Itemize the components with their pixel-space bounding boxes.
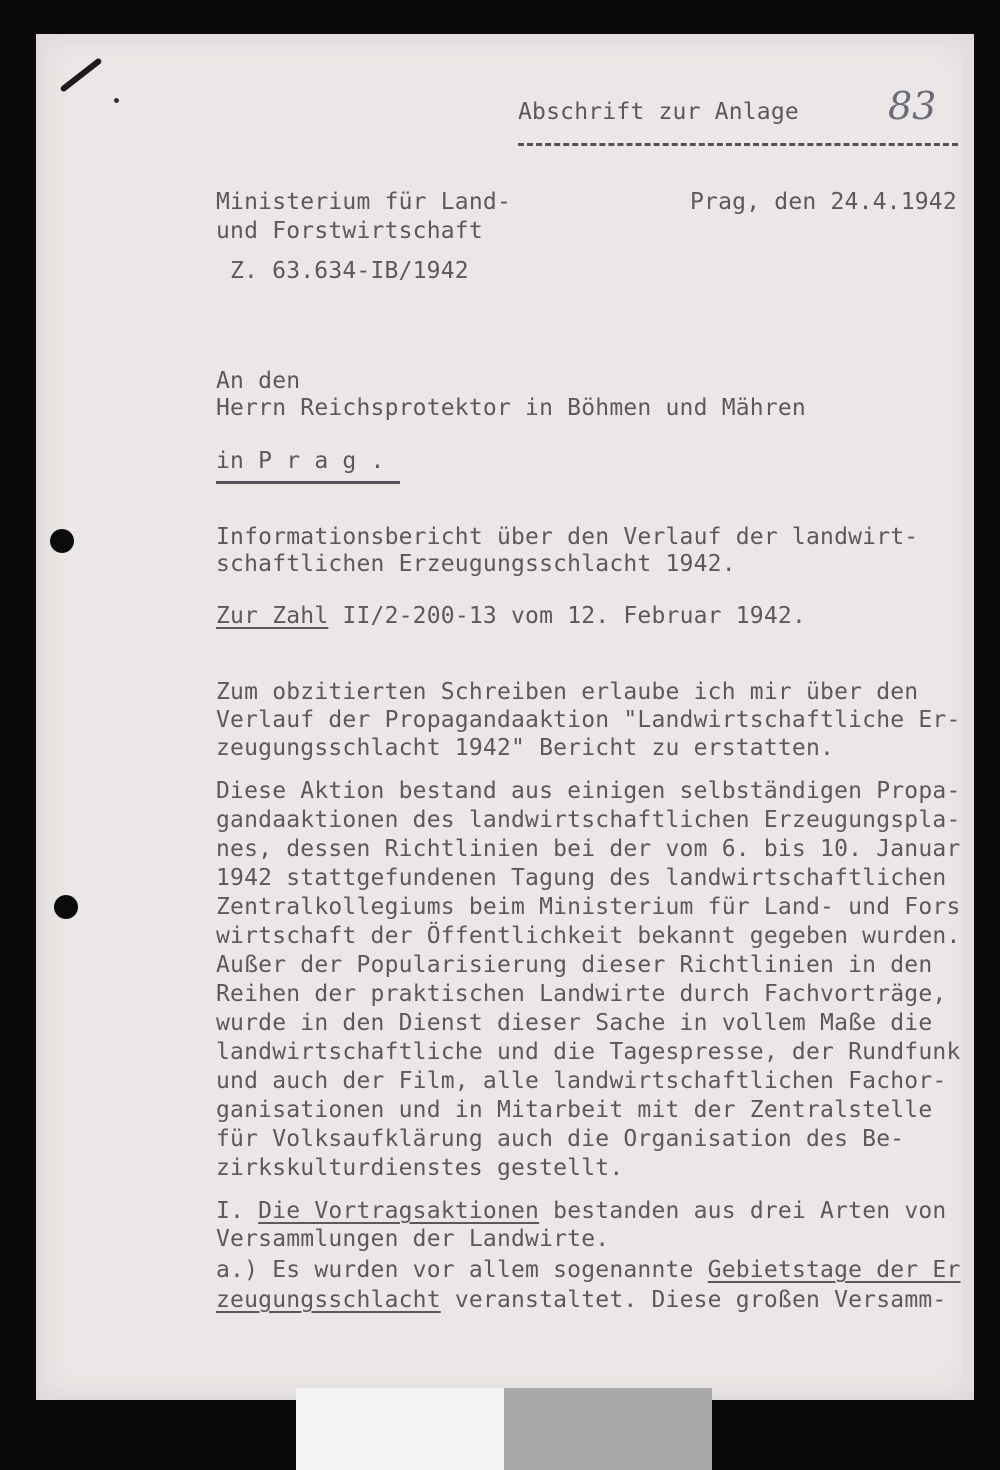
item-a-underlined-continued: zeugungsschlacht <box>216 1287 441 1313</box>
reference-line <box>216 602 806 630</box>
reference-number: Z. 63.634-IB/1942 <box>230 258 469 284</box>
paragraph2-line-10: landwirtschaftliche und die Tagespresse, der Rundfunk <box>216 1039 961 1065</box>
paragraph2-line-1: Diese Aktion bestand aus einigen selbständigen Propa- <box>216 778 961 804</box>
paragraph2-line-6: wirtschaft der Öffentlichkeit bekannt gegeben wurden. <box>216 923 961 949</box>
sender-line-1: Ministerium für Land- <box>216 189 511 215</box>
paragraph2-line-2: gandaaktionen des landwirtschaftlichen Erzeugungspla- <box>216 807 961 833</box>
calibration-gray-patch <box>504 1388 712 1470</box>
place-date: Prag, den 24.4.1942 <box>690 189 957 215</box>
item-a-prefix: a.) Es wurden vor allem sogenannte <box>216 1257 708 1283</box>
recipient-city: in P r a g . <box>216 448 385 474</box>
sender-line-2: und Forstwirtschaft <box>216 218 483 244</box>
section1-number: I. <box>216 1198 259 1224</box>
staple-hole <box>114 98 119 103</box>
section1-line-2: Versammlungen der Landwirte. <box>216 1226 610 1252</box>
paper-edge <box>962 40 974 1390</box>
paragraph1-line-3: zeugungsschlacht 1942" Bericht zu erstatten. <box>216 735 835 761</box>
paragraph2-line-3: nes, dessen Richtlinien bei der vom 6. bis 10. Januar <box>216 836 961 862</box>
title-dashed-underline <box>518 143 958 146</box>
section1-item-a-continued <box>216 1286 946 1314</box>
paragraph1-line-2: Verlauf der Propagandaaktion "Landwirtschaftliche Er- <box>216 707 961 733</box>
punch-hole-bottom <box>54 895 78 919</box>
section1-heading: Die Vortragsaktionen <box>258 1198 540 1224</box>
paragraph2-line-9: wurde in den Dienst dieser Sache in vollem Maße die <box>216 1010 933 1036</box>
paragraph2-line-8: Reihen der praktischen Landwirte durch Fachvorträge, <box>216 981 947 1007</box>
paragraph2-line-4: 1942 stattgefundenen Tagung des landwirtschaftlichen <box>216 865 947 891</box>
section1-text: bestanden aus drei Arten von <box>539 1198 947 1224</box>
paragraph2-line-13: für Volksaufklärung auch die Organisation des Be- <box>216 1126 905 1152</box>
reference-details: II/2-200-13 vom 12. Februar 1942. <box>328 603 806 629</box>
paragraph2-line-7: Außer der Popularisierung dieser Richtlinien in den <box>216 952 933 978</box>
paragraph2-line-12: ganisationen und in Mitarbeit mit der Zentralstelle <box>216 1097 933 1123</box>
paragraph2-line-14: zirkskulturdienstes gestellt. <box>216 1155 624 1181</box>
paragraph2-line-11: und auch der Film, alle landwirtschaftlichen Fachor- <box>216 1068 947 1094</box>
recipient-line-2: Herrn Reichsprotektor in Böhmen und Mähren <box>216 395 806 421</box>
item-a-rest: veranstaltet. Diese großen Versamm- <box>440 1287 947 1313</box>
paragraph1-line-1: Zum obzitierten Schreiben erlaube ich mir über den <box>216 679 919 705</box>
item-a-underlined: Gebietstage der Er <box>707 1257 961 1283</box>
recipient-line-1: An den <box>216 368 301 394</box>
subject-line-1: Informationsbericht über den Verlauf der landwirt- <box>216 524 919 550</box>
section1-line-1 <box>216 1197 946 1225</box>
document-title: Abschrift zur Anlage <box>518 99 799 125</box>
punch-hole-top <box>50 529 74 553</box>
section1-item-a <box>216 1256 961 1284</box>
city-underline <box>216 481 400 484</box>
handwritten-page-number: 83 <box>888 84 937 128</box>
reference-label: Zur Zahl <box>216 603 329 629</box>
paragraph2-line-5: Zentralkollegiums beim Ministerium für Land- und Fors <box>216 894 961 920</box>
subject-line-2: schaftlichen Erzeugungsschlacht 1942. <box>216 551 736 577</box>
calibration-white-patch <box>296 1388 504 1470</box>
